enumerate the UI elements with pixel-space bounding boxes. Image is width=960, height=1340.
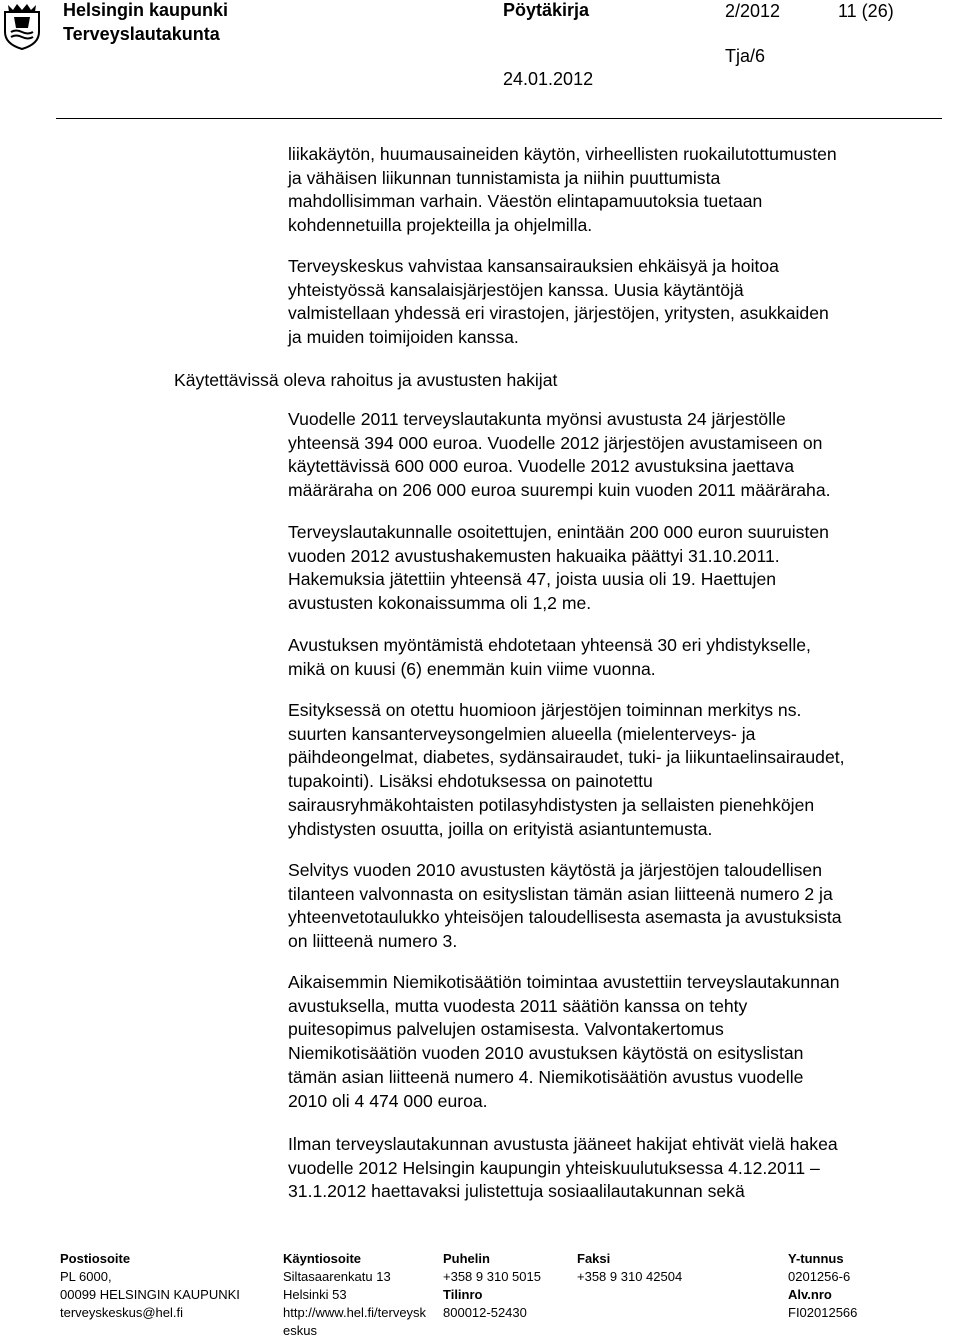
text-line: Selvitys vuoden 2010 avustusten käytöstä ja järjestöjen taloudellisen bbox=[288, 860, 823, 880]
text-line: yhteenvetotaulukko yhteisöjen taloudellisesta asemasta ja avustuksista bbox=[288, 907, 842, 928]
text-line: yhteistyössä kansalaisjärjestöjen kanssa. Uusia käytäntöjä bbox=[288, 279, 744, 300]
header-rule bbox=[56, 118, 942, 119]
text-line: vuodelle 2012 Helsingin kaupungin yhteiskuulutuksessa 4.12.2011 – bbox=[288, 1157, 820, 1178]
business-id: 0201256-6 bbox=[788, 1269, 851, 1284]
text-line: Avustuksen myöntämistä ehdotetaan yhteensä 30 eri yhdistykselle, bbox=[288, 635, 811, 655]
health-center-paragraph bbox=[288, 255, 948, 350]
text-line: Niemikotisäätiön vuoden 2010 avustuksen käytöstä on esityslistan bbox=[288, 1043, 804, 1064]
text-line: Terveyslautakunnalle osoitettujen, enintään 200 000 euron suuruisten bbox=[288, 522, 829, 542]
text-line: määräraha on 206 000 euroa suurempi kuin vuoden 2011 määräraha. bbox=[288, 480, 831, 501]
footer-heading: Alv.nro bbox=[788, 1287, 832, 1302]
text-line: Ilman terveyslautakunnan avustusta jääneet hakijat ehtivät vielä hakea bbox=[288, 1134, 838, 1154]
org-name: Helsingin kaupunki bbox=[63, 0, 229, 20]
text-line: 31.1.2012 haettavaksi julistettuja sosiaalilautakunnan sekä bbox=[288, 1181, 745, 1202]
text-line: valmistellaan yhdessä eri virastojen, järjestöjen, yritysten, asukkaiden bbox=[288, 303, 829, 324]
website-link[interactable]: http://www.hel.fi/terveysk bbox=[283, 1305, 427, 1320]
text-line: mikä on kuusi (6) enemmän kuin viime vuonna. bbox=[288, 658, 656, 679]
footer-heading: Puhelin bbox=[443, 1251, 490, 1266]
phone-number: +358 9 310 5015 bbox=[443, 1269, 541, 1284]
footer-heading: Faksi bbox=[577, 1251, 611, 1266]
text-line: 2010 oli 4 474 000 euroa. bbox=[288, 1090, 488, 1111]
footer-line: PL 6000, bbox=[60, 1269, 112, 1284]
application-paragraph bbox=[288, 521, 948, 616]
text-line: Aikaisemmin Niemikotisäätiön toimintaa avustettiin terveyslautakunnan bbox=[288, 972, 840, 992]
item-code: Tja/6 bbox=[725, 46, 766, 66]
text-line: yhteensä 394 000 euroa. Vuodelle 2012 järjestöjen avustamiseen on bbox=[288, 432, 823, 453]
footer-heading: Postiosoite bbox=[60, 1251, 131, 1266]
text-line: Terveyskeskus vahvistaa kansansairauksien ehkäisyä ja hoitoa bbox=[288, 256, 779, 276]
footer-fax bbox=[577, 1250, 682, 1286]
report-paragraph bbox=[288, 859, 948, 954]
remaining-applicants-paragraph bbox=[288, 1133, 948, 1204]
fax-number: +358 9 310 42504 bbox=[577, 1269, 683, 1284]
text-line: suurten kansanterveysongelmien alueella (mielenterveys- ja bbox=[288, 723, 756, 744]
text-line: Vuodelle 2011 terveyslautakunta myönsi avustusta 24 järjestölle bbox=[288, 409, 786, 429]
board-name: Terveyslautakunta bbox=[63, 24, 220, 44]
page-number: 11 (26) bbox=[838, 1, 894, 21]
text-line: avustuksella, mutta vuodesta 2011 säätiön kanssa on tehty bbox=[288, 995, 748, 1016]
document-type: Pöytäkirja bbox=[503, 0, 590, 20]
text-line: on liitteenä numero 3. bbox=[288, 931, 458, 952]
document-number: 2/2012 bbox=[725, 1, 781, 21]
text-line: vuoden 2012 avustushakemusten hakuaika päättyi 31.10.2011. bbox=[288, 545, 780, 566]
footer-line: Helsinki 53 bbox=[283, 1287, 347, 1302]
account-number: 800012-52430 bbox=[443, 1305, 527, 1320]
text-line: kohdennetuilla projekteilla ja ohjelmilla. bbox=[288, 215, 593, 236]
funding-paragraph bbox=[288, 408, 948, 503]
text-line: tilanteen valvonnasta on esityslistan tämän asian liitteenä numero 2 ja bbox=[288, 883, 833, 904]
helsinki-crest-logo bbox=[2, 2, 42, 50]
vat-number: FI02012566 bbox=[788, 1305, 858, 1320]
text-line: puitesopimus palvelujen ostamisesta. Valvontakertomus bbox=[288, 1019, 724, 1040]
text-line: Esityksessä on otettu huomioon järjestöjen toiminnan merkitys ns. bbox=[288, 700, 802, 720]
footer-heading: Käyntiosoite bbox=[283, 1251, 362, 1266]
text-line: käytettävissä 600 000 euroa. Vuodelle 2012 avustuksina jaettava bbox=[288, 456, 795, 477]
footer-line: 00099 HELSINGIN KAUPUNKI bbox=[60, 1287, 240, 1302]
text-line: päihdeongelmat, diabetes, sydänsairaudet, tuki- ja liikuntaelinsairaudet, bbox=[288, 747, 845, 768]
text-line: tupakointi). Lisäksi ehdotuksessa on painotettu bbox=[288, 771, 653, 792]
footer-phone bbox=[443, 1250, 541, 1322]
text-line: sairausryhmäkohtaisten potilasyhdistysten ja sellaisten pienehköjen bbox=[288, 794, 815, 815]
niemikoti-paragraph bbox=[288, 971, 948, 1113]
intro-paragraph bbox=[288, 143, 948, 238]
text-line: Hakemuksia jätettiin yhteensä 47, joista uusia oli 19. Haettujen bbox=[288, 569, 777, 590]
text-line: ja vähäisen liikunnan tunnistamista ja niihin puuttumista bbox=[288, 167, 721, 188]
text-line: tämän asian liitteenä numero 4. Niemikotisäätiön avustus vuodelle bbox=[288, 1066, 804, 1087]
text-line: avustusten kokonaissumma oli 1,2 me. bbox=[288, 593, 592, 614]
text-line: ja muiden toimijoiden kanssa. bbox=[288, 327, 519, 348]
text-line: yhdistysten osuutta, joilla on erityistä asiantuntemusta. bbox=[288, 818, 713, 839]
email-link[interactable]: terveyskeskus@hel.fi bbox=[60, 1305, 184, 1320]
footer-heading: Y-tunnus bbox=[788, 1251, 844, 1266]
priorities-paragraph bbox=[288, 699, 948, 841]
footer-line: Siltasaarenkatu 13 bbox=[283, 1269, 391, 1284]
footer-heading: Tilinro bbox=[443, 1287, 483, 1302]
footer-business-id bbox=[788, 1250, 857, 1322]
proposal-paragraph bbox=[288, 634, 948, 681]
text-line: mahdollisimman varhain. Väestön elintapamuutoksia tuetaan bbox=[288, 191, 763, 212]
website-link-continued[interactable]: eskus bbox=[283, 1323, 317, 1338]
text-line: liikakäytön, huumausaineiden käytön, virheellisten ruokailutottumusten bbox=[288, 144, 837, 164]
meeting-date: 24.01.2012 bbox=[503, 69, 594, 89]
section-heading: Käytettävissä oleva rahoitus ja avustusten hakijat bbox=[174, 370, 558, 390]
footer-visiting-address bbox=[283, 1250, 426, 1340]
footer-postal-address bbox=[60, 1250, 240, 1322]
